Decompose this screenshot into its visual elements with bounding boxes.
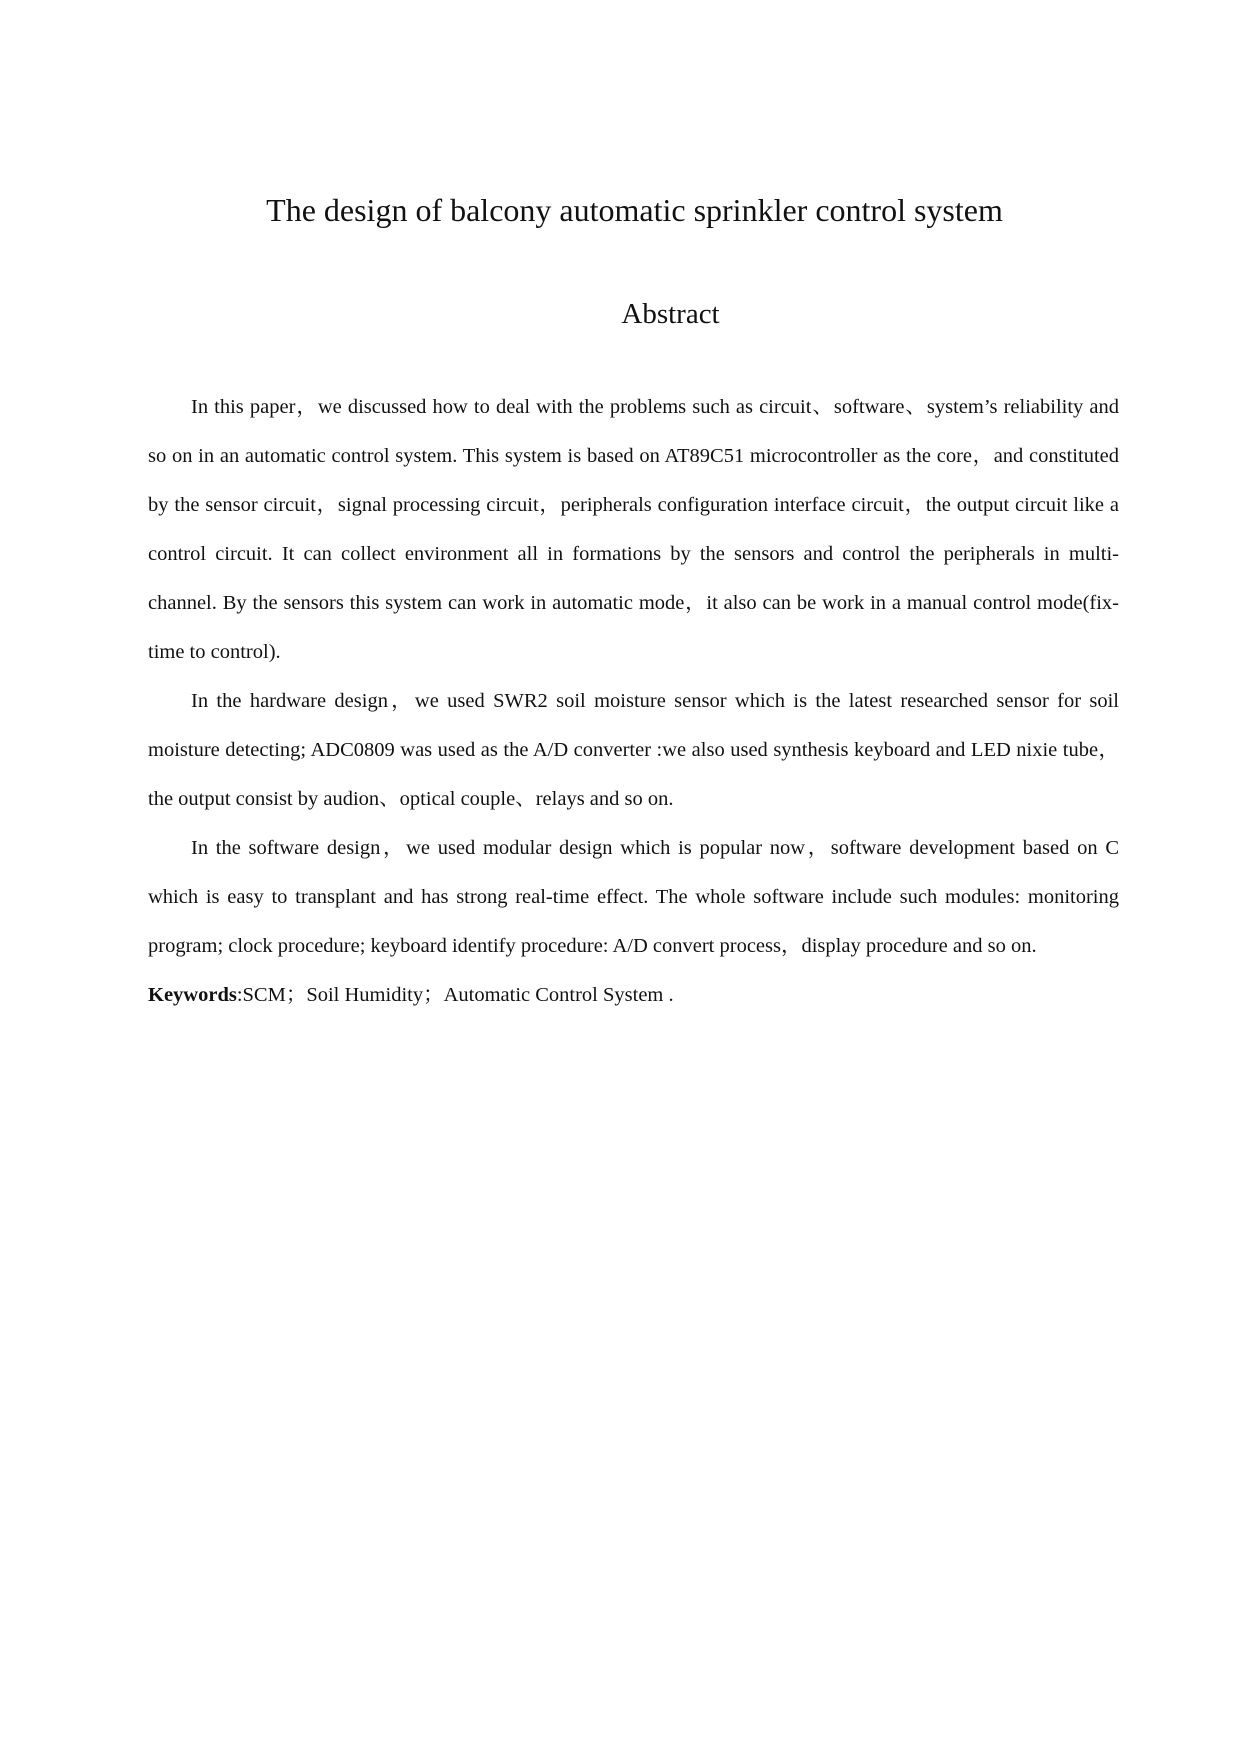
keywords-label: Keywords <box>148 984 237 1006</box>
abstract-body <box>148 383 1119 1020</box>
abstract-paragraph: In the hardware design，we used SWR2 soil moisture sensor which is the latest researched sensor for soil moisture detecting; ADC0809 was used as the A/D converter :we also used synthesis keyboard and LED nixie tube，the output consist by audion、optical couple、relays and so on. <box>148 690 1119 810</box>
abstract-paragraph: In the software design，we used modular design which is popular now，software development based on C which is easy to transplant and has strong real-time effect. The whole software include such modules: monitoring program; clock procedure; keyboard identify procedure: A/D convert process，display procedure and so on. <box>148 837 1119 957</box>
abstract-paragraph: In this paper，we discussed how to deal with the problems such as circuit、software、system’s reliability and so on in an automatic control system. This system is based on AT89C51 microcontroller as the core，and constituted by the sensor circuit，signal processing circuit，peripherals configuration interface circuit，the output circuit like a control circuit. It can collect environment all in formations by the sensors and control the peripherals in multi-channel. By the sensors this system can work in automatic mode，it also can be work in a manual control mode(fix-time to control). <box>148 396 1119 663</box>
keywords-line <box>148 971 1119 1020</box>
keywords-text: :SCM；Soil Humidity；Automatic Control System . <box>236 984 674 1006</box>
abstract-heading: Abstract <box>621 298 720 330</box>
paper-title: The design of balcony automatic sprinkler control system <box>266 192 1003 228</box>
